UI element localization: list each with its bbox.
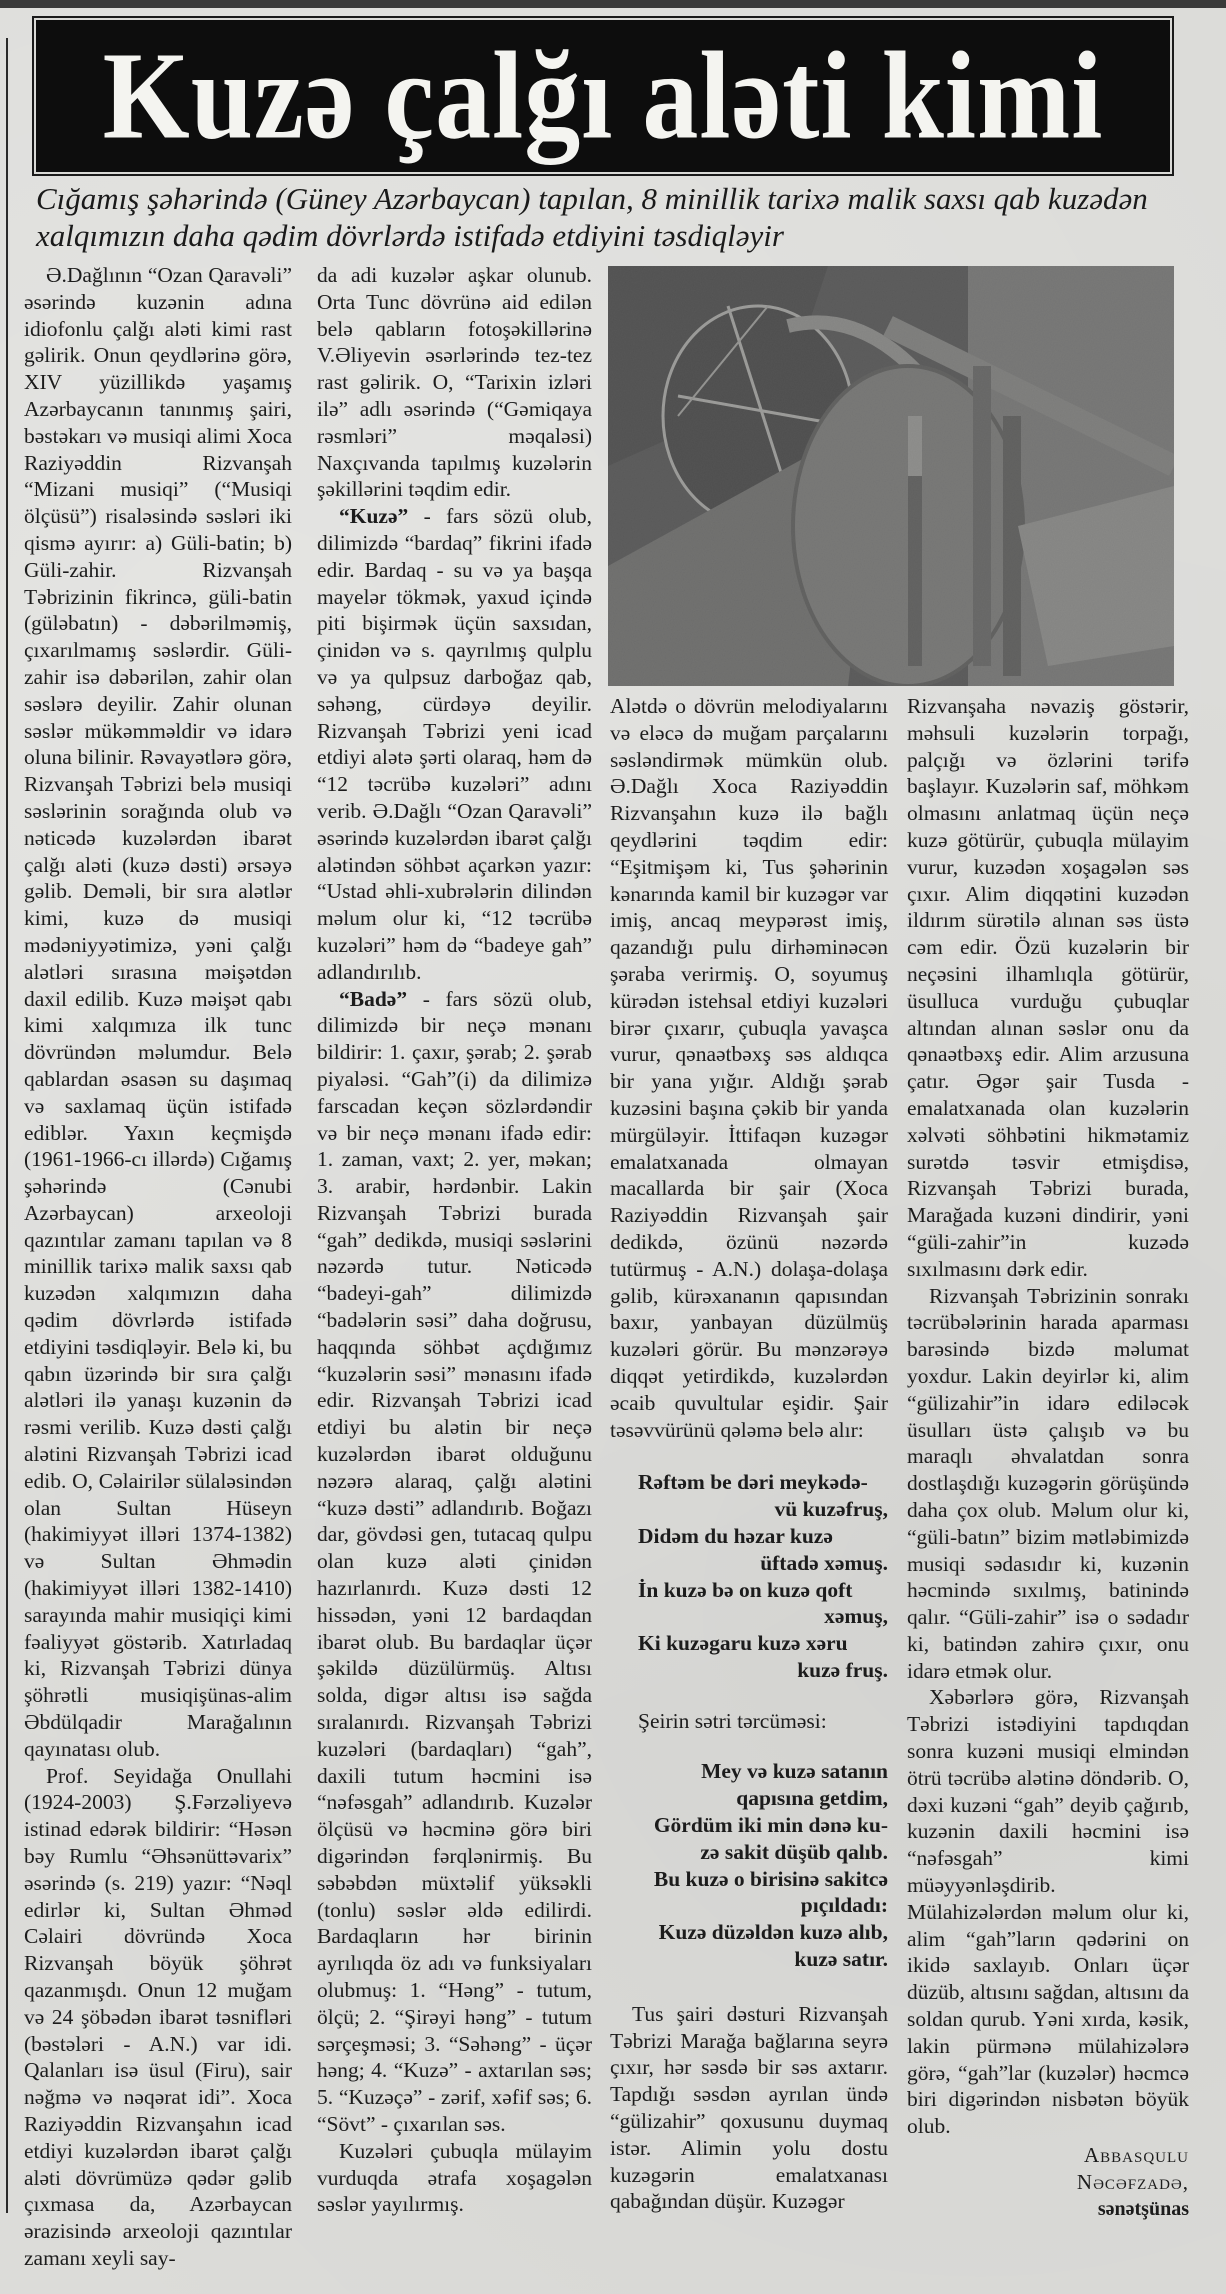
left-column-rule bbox=[6, 38, 8, 2213]
headline: Kuzə çalğı aləti kimi bbox=[102, 26, 1104, 166]
article-column-4 bbox=[907, 693, 1189, 2222]
paragraph bbox=[317, 986, 592, 2138]
translation-line: qapısına getdim, bbox=[736, 1786, 888, 1811]
translation-line: Bu kuzə o birisinə sakitcə bbox=[653, 1866, 888, 1891]
paragraph: Kuzələri çubuqla mülayim vurduqda ətrafa xoşagələn səslər yayılırmış. bbox=[317, 2138, 592, 2217]
top-page-rule bbox=[0, 0, 1226, 8]
author-name-line-1: Abbasqulu bbox=[1083, 2143, 1189, 2168]
kuze-instruments-photo-icon bbox=[608, 266, 1174, 686]
subheadline: Cığamış şəhərində (Güney Azərbaycan) tapılan, 8 minillik tarixə malik saxsı qab kuzədən xalqımızın daha qədim dövrlərdə istifadə etdiyini təsdiqləyir bbox=[36, 181, 1148, 253]
translation-line: kuzə satır. bbox=[794, 1947, 888, 1972]
paragraph: Rizvanşaha nəvaziş göstərir, məhsuli kuzələrin torpağı, palçığı və özlərini tərifə başlayır. Kuzələrin saf, möhkəm olmasını anlatmaq üçün neçə kuzə götürür, çubuqla mülayim vurur, kuzədən xoşagələn səs çıxır. Alim diqqətini kuzədən ildırım sürətilə alınan səs üstə cəm edir. Özü kuzələrin bir neçəsini ilhamlıqla götürür, üsulluca vurduğu çubuqlar altından alınan səslər onu da qənaətbəxş edir. Alim arzusuna çatır. Əgər şair Tusda - emalatxanada olan kuzələrin xəlvəti söhbətini hikmətamiz surətdə təsvir etmişdisə, Rizvanşah Təbrizi burada, Marağada kuzəni dindirir, yəni “güli-zahir”in kuzədə sıxılmasını dərk edir. bbox=[907, 694, 1189, 1281]
article-column-2 bbox=[317, 262, 592, 2218]
paragraph-text: - fars sözü olub, dilimizdə bir neçə mənanı bildirir: 1. çaxır, şərab; 2. şərab piyaləsi. “Gah”(i) da dilimizə farscadan keçən sözlərdəndir və bir neçə mənanı ifadə edir: 1. zaman, vaxt; 2. yer, məkan; 3. arabir, hərdənbir. Lakin Rizvanşah Təbrizi burada “gah” dedikdə, musiqi səslərini nəzərdə tutur. Nəticədə “badeyi-gah” dilimizdə “badələrin səsi” daha doğrusu, haqqında söhbət açdığımız “kuzələrin səsi” mənasını ifadə edir. Rizvanşah Təbrizi icad etdiyi bu alətin bir neçə kuzələrdən ibarət olduğunu nəzərə alaraq, çalğı alətini “kuzə dəsti” adlandırıb. Boğazı dar, gövdəsi gen, tutacaq qulpu olan kuzə aləti çinidən hazırlanırdı. Kuzə dəsti 12 hissədən, yəni 12 bardaqdan ibarət olub. Bu bardaqlar üçər şəkildə düzülürmüş. Altısı solda, digər altısı isə sağda sıralanırdı. Rizvanşah Təbrizi kuzələri (bardaqları) “gah”, daxili tutum həcmini isə “nəfəsgah” adlandırıb. Kuzələr ölçüsü və həcminə görə biri digərindən fərqlənirmiş. Bu səbəbdən müxtəlif yüksəkli (tonlu) səslər əldə edilirdi. Bardaqların hər birinin ayrılıqda öz adı və funksiyaları olubmuş: 1. “Həng” - tutum, ölçü; 2. “Şirəyi həng” - tutum sərçeşməsi; 3. “Səhəng” - üçər həng; 4. “Kuzə” - axtarılan səs; 5. “Kuzəçə” - zərif, xəfif səs; 6. “Sövt” - çıxarılan səs. bbox=[317, 986, 592, 2136]
poem-line: Ki kuzəgaru kuzə xəru bbox=[638, 1631, 848, 1656]
paragraph: Ə.Dağlının “Ozan Qaravəli” əsərində kuzənin adına idiofonlu çalğı aləti kimi rast gəlirik. Onun qeydlərinə görə, XIV yüzillikdə yaşamış Azərbaycanın tanınmış şairi, bəstəkarı və musiqi alimi Xoca Raziyəddin Rizvanşah “Mizani musiqi” (“Musiqi ölçüsü”) risaləsində səsləri iki qismə ayırır: a) Güli-batin; b) Güli-zahir. Rizvanşah Təbrizinin fikrincə, güli-batin (güləbatın) - dəbərilməmiş, çıxarılmamış səslərdir. Güli-zahir isə dəbərilən, zahir olan səslərə deyilir. Zahir olunan səslər mükəmməldir və idarə oluna bilinir. Rəvayətlərə görə, Rizvanşah Təbrizi belə musiqi səslərinin sorağında olub və nəticədə kuzələrdən ibarət çalğı aləti (kuzə dəsti) ərsəyə gəlib. Deməli, bir sıra alətlər kimi, kuzə də musiqi mədəniyyətimizə, yəni çalğı alətləri sırasına məişətdən daxil edilib. Kuzə məişət qabı kimi xalqımıza ilk tunc dövründən məlumdur. Belə qablardan əsasən su daşımaq və saxlamaq üçün istifadə ediblər. Yaxın keçmişdə (1961-1966-cı illərdə) Cığamış şəhərində (Cənubi Azərbaycan) arxeoloji qazıntılar zamanı tapılan və 8 minillik tarixə malik saxsı qab kuzədən xalqımızın daha qədim dövrlərdə istifadə etdiyini təsdiqləyir. Belə ki, bu qabın üzərində bir sıra çalğı alətləri ilə yanaşı kuzənin də rəsmi verilib. Kuzə dəsti çalğı alətini Rizvanşah Təbrizi icad edib. O, Cəlairilər sülaləsindən olan Sultan Hüseyn (hakimiyyət illəri 1374-1382) və Sultan Əhmədin (hakimiyyət illəri 1382-1410) sarayında mahir musiqiçi kimi fəaliyyət göstərib. Xatırladaq ki, Rizvanşah Təbrizi dünya şöhrətli musiqişünas-alim Əbdülqadir Marağalının qayınatası olub. bbox=[24, 263, 292, 1761]
translation-line: Kuzə düzəldən kuzə alıb, bbox=[658, 1920, 888, 1945]
poem-line: Rəftəm be dəri meykədə- bbox=[638, 1470, 868, 1495]
author-name-line-2: Nəcəfzadə, bbox=[1076, 2169, 1189, 2194]
poem-line: vü kuzəfruş, bbox=[774, 1497, 888, 1522]
translation-line: pıçıldadı: bbox=[800, 1893, 888, 1918]
paragraph: Tus şairi dəsturi Rizvanşah Təbrizi Marağa bağlarına seyrə çıxır, hər səsdə bir səs axtarır. Tapdığı səsdən ayrılan ündə “gülizahir” qoxusunu duymaq istər. Alimin yolu dostu kuzəgərin emalatxanası qabağından düşür. Kuzəgər bbox=[610, 2001, 888, 2214]
author-role: sənətşünas bbox=[1097, 2197, 1189, 2220]
paragraph: Prof. Seyidağa Onullahi (1924-2003) Ş.Fərzəliyevə istinad edərək bildirir: “Həsən bəy Rumlu “Əhsənüttəvarix” əsərində (s. 219) yazır: “Nəql edirlər ki, Sultan Əhməd Cəlairi dövründə Xoca Rizvanşah böyük şöhrət qazanmışdı. Onun 12 muğam və 24 şöbədən ibarət təsnifləri (bəstələri - A.N.) var idi. Qalanları isə üsul (Firu), sair nəğmə və nəqərat idi”. Xoca Raziyəddin Rizvanşahın icad etdiyi kuzələrdən ibarət çalğı aləti dövrümüzə qədər gəlib çıxmasa da, Azərbaycan ərazisində arxeoloji qazıntılar zamanı xeyli say- bbox=[24, 1763, 292, 2270]
poem-line: üftadə xəmuş. bbox=[760, 1550, 888, 1575]
persian-poem bbox=[610, 1469, 888, 1683]
article-column-1 bbox=[24, 262, 292, 2272]
paragraph: da adi kuzələr aşkar olunub. Orta Tunc dövrünə aid edilən belə qabların fotoşəkillərinə V.Əliyevin əsərlərində tez-tez rast gəlirik. O, “Tarixin izləri ilə” adlı əsərində (“Gəmiqaya rəsmləri” məqaləsi) Naxçıvanda tapılmış kuzələrin şəkillərini təqdim edir. bbox=[317, 263, 592, 502]
paragraph: Alətdə o dövrün melodiyalarını və eləcə də muğam parçalarını səsləndirmək mümkün olub. Ə.Dağlı Xoca Raziyəddin Rizvanşahın kuzə ilə bağlı qeydlərini təqdim edir: “Eşitmişəm ki, Tus şəhərinin kənarında kamil bir kuzəgər var imiş, ancaq meypərəst imiş, qazandığı pulu dirhəminəcən şəraba verirmiş. O, soyumuş kürədən istehsal etdiyi kuzələri birər çıxarır, çubuqla yavaşca vurur, qənaətbəxş səs aldıqca bir yana yığır. Aldığı şərab kuzəsini başına çəkib bir yanda mürgüləyir. İttifaqən kuzəgər emalatxanada olmayan macallarda bir şair (Xoca Raziyəddin Rizvanşah şair dedikdə, özünü nəzərdə tutürmuş - A.N.) dolaşa-dolaşa gəlib, kürəxananın qapısından baxır, yanbayan düzülmüş kuzələri görür. Bu mənzərəyə diqqət yetirdikdə, kuzələrdən əcaib quvultular eşidir. Şair təsəvvürünü qələmə belə alır: bbox=[610, 694, 888, 1442]
term-kuze: “Kuzə” bbox=[339, 504, 409, 529]
translation-line: zə sakit düşüb qalıb. bbox=[700, 1839, 888, 1864]
article-photo bbox=[608, 266, 1174, 686]
paragraph: Rizvanşah Təbrizinin sonrakı təcrübələrinin harada aparması barəsində bizdə məlumat yoxdur. Lakin deyirlər ki, alim “gülizahir”in idarə ediləcək üsulları üstə çalışıb və bu maraqlı əhvalatdan sonra dostlaşdığı kuzəgərin görüşündə daha çox olub. Məlum olur ki, “güli-batın” bizim mətləbimizdə musiqi sədasıdır ki, kuzənin həcmində sıxılmış, batinində qalır. “Güli-zahir” isə o sədadır ki, batindən zahirə çıxır, onu idarə etmək olur. bbox=[907, 1283, 1189, 1683]
translation-line: Mey və kuzə satanın bbox=[701, 1759, 888, 1784]
paragraph: Xəbərlərə görə, Rizvanşah Təbrizi istədiyini tapdıqdan sonra kuzəni musiqi elmindən ötrü təcrübə alətinə döndərib. O, dəxi kuzəni “gah” deyib çağırıb, kuzənin daxili həcmini isə “nəfəsgah” kimi müəyyənləşdirib. Mülahizələrdən məlum olur ki, alim “gah”ların qədərini on ikidə saxlayıb. Onları üçər düzüb, altısını sağdan, altısını da soldan qurub. Yəni xırda, kəsik, lakin pürmənə mülahizələrə görə, “gah”lar (kuzələr) həcmcə biri digərindən nisbətən böyük olub. bbox=[907, 1685, 1189, 2139]
paragraph bbox=[317, 503, 592, 985]
author-byline bbox=[907, 2142, 1189, 2222]
poem-line: İn kuzə bə on kuzə qoft bbox=[638, 1577, 853, 1602]
translation-line: Gördüm iki min dənə ku- bbox=[653, 1813, 888, 1838]
term-bade: “Badə” bbox=[339, 986, 408, 1011]
paragraph-text: - fars sözü olub, dilimizdə “bardaq” fikrini ifadə edir. Bardaq - su və ya başqa mayelər tökmək, yaxud içində piti bişirmək üçün saxsıdan, çinidən və s. qayrılmış qulplu və ya qulpsuz darboğaz qab, səhəng, cürdəyə deyilir. Rizvanşah Təbrizi yeni icad etdiyi alətə şərti olaraq, həm də “12 təcrübə kuzələri” adını verib. Ə.Dağlı “Ozan Qaravəli” əsərində kuzələrdən ibarət çalğı alətindən söhbət açarkən yazır: “Ustad əhli-xubrələrin dilindən məlum olur ki, “12 təcrübə kuzələri” həm də “badeye gah” adlandırılıb. bbox=[317, 504, 592, 984]
poem-line: Didəm du həzar kuzə bbox=[638, 1523, 833, 1548]
poem-line: xəmuş, bbox=[824, 1604, 888, 1629]
article-column-3 bbox=[610, 693, 888, 2215]
poem-translation bbox=[610, 1758, 888, 1972]
translation-label: Şeirin sətri tərcüməsi: bbox=[638, 1708, 827, 1733]
poem-line: kuzə fruş. bbox=[797, 1657, 888, 1682]
headline-banner bbox=[36, 20, 1170, 172]
